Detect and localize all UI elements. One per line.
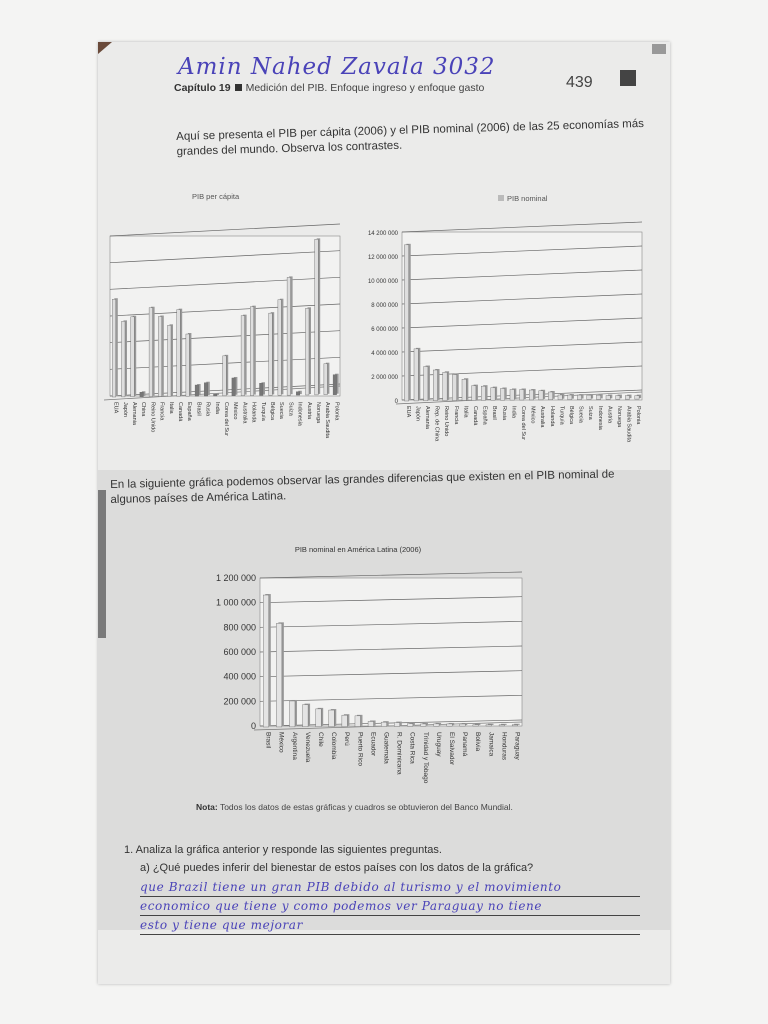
category-label: Bélgica [269, 402, 275, 421]
category-label: Alemania [424, 406, 430, 429]
bar [232, 378, 235, 396]
category-label: Holanda [250, 402, 257, 423]
category-label: Austria [305, 402, 312, 420]
category-label: México [529, 406, 536, 424]
category-label: Paraguay [513, 732, 521, 760]
bar [625, 396, 629, 400]
category-label: Rusia [204, 402, 211, 417]
nominal-chart [340, 204, 650, 454]
bar [577, 395, 581, 399]
category-label: Perú [343, 732, 351, 746]
bar [529, 390, 533, 400]
legend-swatch-icon [498, 195, 504, 201]
y-tick-label: 6 000 000 [371, 327, 398, 333]
category-label: Japón [121, 402, 128, 417]
category-label: Arabia Saudita [324, 402, 331, 439]
category-label: Chile [316, 732, 324, 747]
bar [499, 725, 505, 726]
bar [420, 724, 426, 726]
category-label: México [277, 732, 285, 753]
bar [177, 310, 180, 397]
category-label: Noruega [616, 406, 622, 428]
y-tick-label: 200 000 [223, 696, 256, 707]
chart-nominal-label [498, 194, 547, 203]
y-tick-label: 2 000 000 [371, 375, 398, 381]
category-label: Brasil [195, 402, 202, 416]
category-label: Reino Unido [443, 406, 450, 437]
bar [269, 313, 272, 395]
category-label: Italia [167, 402, 174, 414]
bar [460, 724, 466, 726]
category-label: Honduras [500, 732, 508, 761]
note-text: Todos los datos de estas gráficas y cuadros se obtuvieron del Banco Mundial. [219, 802, 513, 812]
section-side-tab [98, 490, 106, 638]
bar [112, 299, 115, 397]
y-tick-label: 12 000 000 [367, 255, 398, 261]
bar [447, 724, 453, 726]
chapter-label: Capítulo 19 [174, 82, 231, 94]
bar [520, 390, 524, 401]
bar [306, 308, 309, 395]
bar [149, 308, 152, 397]
bar [316, 709, 322, 727]
category-label: Reino Unido [149, 402, 156, 433]
y-tick-label: 600 000 [223, 647, 256, 657]
bar [587, 395, 591, 399]
bar [539, 391, 543, 400]
page-corner [98, 42, 112, 54]
category-label: Canadá [472, 406, 478, 426]
category-label: Japón [414, 406, 421, 421]
answer-line: esto y tiene que mejorar [140, 916, 640, 935]
category-label: Panamá [461, 732, 469, 757]
bar [250, 307, 253, 396]
category-label: Austria [606, 406, 613, 424]
handwritten-answer [140, 878, 640, 935]
category-label: Arabia Saudita [625, 406, 632, 443]
category-label: Uruguay [434, 732, 442, 757]
bar [473, 725, 479, 726]
bar [596, 395, 600, 399]
bar [414, 349, 418, 401]
category-label: Polonia [333, 402, 340, 421]
note-label: Nota: [196, 802, 218, 812]
intro-paragraph: Aquí se presenta el PIB per cápita (2006) y el PIB nominal (2006) de las 25 economías más grandes del mundo. Observa los contrastes. [176, 117, 645, 158]
category-label: Italia [462, 406, 469, 418]
y-tick-label: 1 000 000 [215, 597, 256, 608]
corner-tab-mark [652, 44, 666, 54]
square-bullet-icon [235, 84, 242, 91]
bar [315, 239, 318, 395]
bar [635, 396, 639, 399]
page-number: 439 [566, 74, 593, 91]
gridline [260, 572, 522, 578]
bar [168, 325, 171, 396]
category-label: Turquía [259, 402, 266, 421]
y-tick-label: 800 000 [223, 622, 256, 633]
bar [606, 396, 610, 400]
category-label: Venezuela [303, 732, 311, 763]
y-tick-label: 1 200 000 [215, 573, 256, 583]
category-label: Australia [539, 406, 546, 428]
bar [486, 725, 492, 726]
answer-line: que Brazil tiene un gran PIB debido al turismo y el movimiento [140, 878, 640, 897]
bar [433, 370, 437, 401]
bar [452, 375, 456, 401]
source-note [196, 802, 513, 812]
category-label: Jamaica [487, 732, 495, 757]
category-label: El Salvador [447, 732, 455, 766]
category-label: India [213, 402, 220, 414]
bar [333, 375, 336, 395]
bar [548, 392, 552, 400]
category-label: Bolivia [474, 732, 482, 752]
gridline [402, 222, 642, 232]
y-tick-label: 8 000 000 [371, 303, 398, 309]
category-label: Ecuador [369, 732, 377, 757]
category-label: Polonia [635, 406, 642, 425]
question-1a: a) ¿Qué puedes inferir del bienestar de estos países con los datos de la gráfica? [140, 862, 534, 874]
legend-label: PIB nominal [507, 194, 548, 203]
bar [512, 725, 518, 726]
bar [223, 356, 226, 396]
bar [368, 721, 374, 726]
handwritten-name: Amin Nahed Zavala 3032 [178, 54, 496, 80]
bar [342, 715, 348, 726]
bar [568, 395, 572, 400]
y-tick-label: 0 [250, 721, 256, 731]
category-label: Rusia [500, 406, 507, 421]
category-label: Guatemala [382, 732, 390, 764]
category-label: Turquía [558, 406, 565, 425]
category-label: Suiza [587, 406, 594, 420]
bar [131, 317, 134, 397]
category-label: España [186, 402, 193, 421]
category-label: Trinidad y Tobago [421, 732, 429, 784]
category-label: Indonesia [596, 406, 603, 430]
category-label: Francia [158, 402, 165, 421]
bar [462, 379, 466, 400]
category-label: Suecia [577, 406, 584, 423]
page-square-icon [620, 70, 636, 86]
chapter-title: Medición del PIB. Enfoque ingreso y enfoque gasto [245, 82, 485, 94]
chart-plot-area [260, 578, 522, 726]
category-label: Canadá [177, 402, 183, 422]
bar [195, 385, 198, 396]
bar [616, 396, 620, 400]
bar [434, 724, 440, 726]
per-capita-chart [98, 204, 348, 454]
y-tick-label: 10 000 000 [367, 279, 398, 285]
category-label: China [140, 402, 147, 417]
category-label: Holanda [548, 406, 555, 427]
latin-america-chart [208, 540, 528, 800]
chart-title: PIB nominal en América Latina (2006) [294, 545, 422, 554]
answer-line: economico que tiene y como podemos ver Paraguay no tiene [140, 897, 640, 916]
gridline [110, 224, 340, 236]
category-label: Indonesia [296, 402, 303, 426]
bar [276, 623, 282, 727]
category-label: Rep. de China [433, 406, 440, 442]
bar [558, 395, 562, 400]
category-label: EUA [404, 406, 411, 418]
bar [407, 724, 413, 727]
bar [324, 364, 327, 395]
category-label: Puerto Rico [356, 732, 364, 766]
category-label: Brasil [264, 732, 272, 749]
category-label: Brasil [491, 406, 498, 420]
bar [158, 317, 161, 397]
category-label: Suecia [278, 402, 285, 419]
bar [329, 710, 335, 727]
y-tick-label: 400 000 [223, 671, 256, 682]
category-label: Corea del Sur [223, 402, 229, 436]
section-intro: En la siguiente gráfica podemos observar las grandes diferencias que existen en el PIB nominal de algunos países de América Latina. [110, 468, 615, 506]
bar [140, 392, 143, 396]
chart-per-capita-label: PIB per cápita [192, 192, 240, 201]
bar [424, 367, 428, 401]
bar [443, 372, 447, 400]
bar [481, 386, 485, 400]
category-label: Australia [241, 402, 248, 424]
question-1: 1. Analiza la gráfica anterior y responde las siguientes preguntas. [124, 844, 442, 856]
y-tick-label: 14 200 000 [367, 231, 398, 237]
category-label: Suiza [287, 402, 294, 416]
category-label: Noruega [315, 402, 321, 424]
category-label: Corea del Sur [520, 406, 526, 440]
y-tick-label: 0 [394, 399, 398, 405]
bar [214, 394, 217, 396]
bar [260, 383, 263, 395]
bar [355, 716, 361, 727]
bar [394, 723, 400, 727]
chapter-header [174, 82, 484, 94]
bar [404, 245, 408, 401]
bar [296, 392, 299, 395]
bar [122, 321, 125, 397]
category-label: Costa Rica [408, 732, 416, 764]
category-label: R. Dominicana [395, 732, 403, 775]
bar [500, 388, 504, 400]
bar [289, 701, 295, 727]
bar [381, 722, 387, 726]
bar [472, 386, 476, 401]
bar [491, 388, 495, 401]
category-label: Argentina [290, 732, 298, 760]
category-label: Alemania [131, 402, 137, 425]
category-label: México [232, 402, 239, 420]
bar [263, 595, 269, 727]
bar [303, 705, 309, 727]
category-label: India [510, 406, 517, 418]
category-label: Francia [452, 406, 459, 425]
category-label: EUA [112, 402, 119, 414]
bar [204, 383, 207, 396]
bar [186, 334, 189, 396]
category-label: España [481, 406, 488, 425]
bar [287, 277, 290, 395]
bar [241, 316, 244, 396]
y-tick-label: 4 000 000 [371, 351, 398, 357]
bar [510, 389, 514, 400]
category-label: Colombia [330, 732, 338, 760]
textbook-page [98, 42, 670, 984]
bar [278, 300, 281, 396]
category-label: Bélgica [568, 406, 574, 425]
